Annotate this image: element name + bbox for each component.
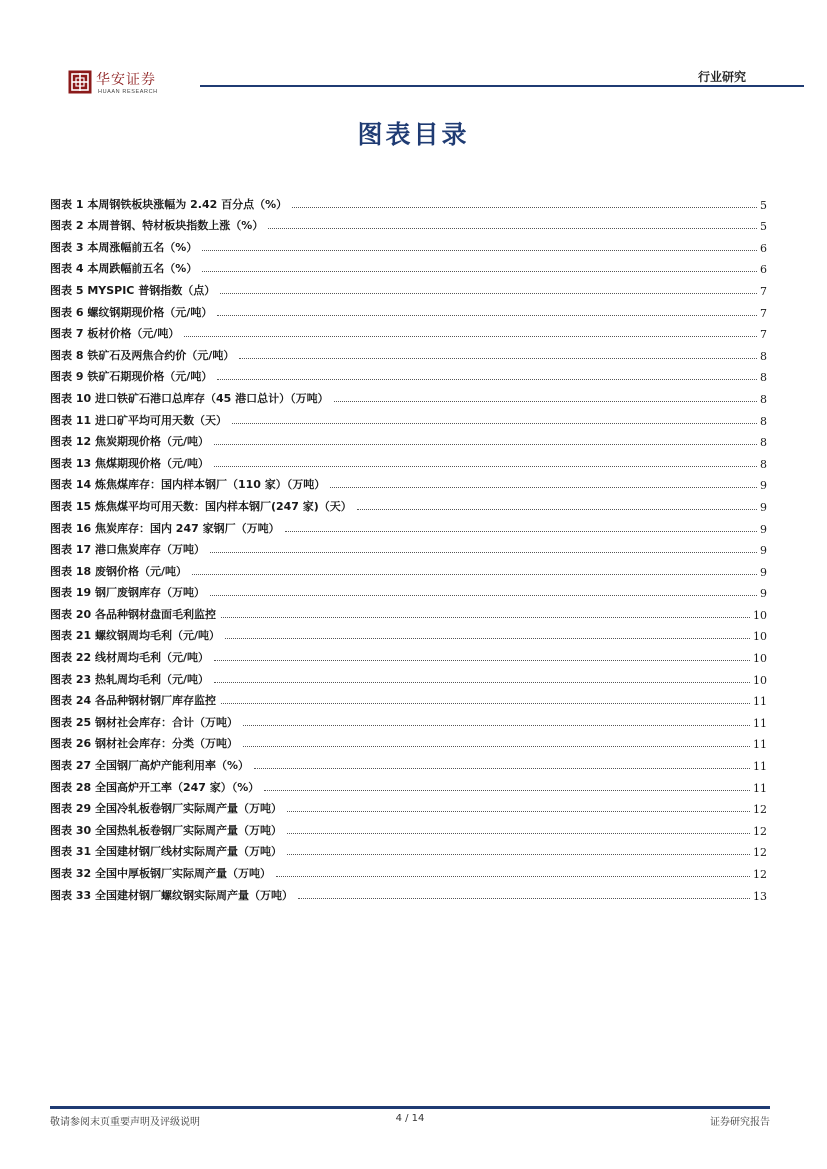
toc-entry[interactable]: [50, 363, 767, 385]
toc-entry[interactable]: [50, 773, 767, 795]
toc-entry[interactable]: [50, 298, 767, 320]
toc-entry[interactable]: [50, 816, 767, 838]
toc-entry-page-number[interactable]: 11: [753, 695, 767, 709]
toc-entry-label[interactable]: 图表 15 炼焦煤平均可用天数：国内样本钢厂(247 家)（天）: [50, 499, 352, 513]
toc-entry-page-number[interactable]: 12: [753, 824, 767, 838]
toc-entry[interactable]: [50, 881, 767, 903]
toc-entry-page-number[interactable]: 5: [760, 198, 767, 212]
toc-dot-leader: [287, 810, 750, 812]
toc-entry-page-number[interactable]: 11: [753, 716, 767, 730]
toc-entry-label[interactable]: 图表 30 全国热轧板卷钢厂实际周产量（万吨）: [50, 823, 282, 837]
footer-divider: [50, 1106, 770, 1109]
toc-entry-page-number[interactable]: 5: [760, 220, 767, 234]
toc-entry-page-number[interactable]: 12: [753, 868, 767, 881]
toc-entry[interactable]: [50, 708, 767, 730]
toc-entry-label[interactable]: 图表 20 各品种钢材盘面毛利监控: [50, 607, 216, 621]
toc-dot-leader: [225, 637, 750, 639]
toc-entry-page-number[interactable]: 11: [753, 781, 767, 795]
toc-entry[interactable]: [50, 622, 767, 644]
toc-entry[interactable]: [50, 449, 767, 471]
toc-entry-page-number[interactable]: 8: [760, 436, 767, 450]
brand-name-cn: 华安证券: [96, 72, 156, 88]
toc-entry-label[interactable]: 图表 4 本周跌幅前五名（%）: [50, 262, 198, 276]
toc-entry[interactable]: [50, 838, 767, 860]
toc-entry-page-number[interactable]: 8: [760, 414, 767, 428]
toc-entry-label[interactable]: 图表 13 焦煤期现价格（元/吨）: [50, 456, 209, 470]
toc-entry-label[interactable]: 图表 32 全国中厚板钢厂实际周产量（万吨）: [50, 867, 271, 880]
report-section-label: 行业研究: [697, 70, 746, 84]
toc-entry[interactable]: [50, 514, 767, 536]
toc-dot-leader: [330, 486, 757, 488]
toc-entry[interactable]: [50, 643, 767, 665]
toc-entry-label[interactable]: 图表 3 本周涨幅前五名（%）: [50, 240, 198, 254]
page-footer: [50, 1113, 770, 1131]
toc-entry[interactable]: [50, 341, 767, 363]
toc-entry-label[interactable]: 图表 6 螺纹钢期现价格（元/吨）: [50, 305, 213, 319]
toc-entry-page-number[interactable]: 9: [760, 544, 767, 558]
figure-table-of-contents: [50, 190, 767, 903]
toc-dot-leader: [214, 465, 757, 467]
toc-entry-page-number[interactable]: 6: [760, 241, 767, 255]
toc-entry[interactable]: [50, 255, 767, 277]
toc-entry-page-number[interactable]: 11: [753, 760, 767, 774]
toc-entry-label[interactable]: 图表 17 港口焦炭库存（万吨）: [50, 543, 205, 557]
page-title: 图表目录: [357, 120, 470, 149]
toc-entry-label[interactable]: 图表 16 焦炭库存：国内 247 家钢厂（万吨）: [50, 521, 280, 535]
toc-dot-leader: [192, 573, 757, 575]
toc-entry[interactable]: [50, 384, 767, 406]
toc-dot-leader: [298, 897, 750, 899]
toc-entry[interactable]: [50, 233, 767, 255]
toc-entry-label[interactable]: 图表 2 本周普钢、特材板块指数上涨（%）: [50, 219, 264, 233]
toc-entry[interactable]: [50, 579, 767, 601]
toc-entry[interactable]: [50, 428, 767, 450]
toc-dot-leader: [268, 227, 757, 229]
toc-entry-page-number[interactable]: 11: [753, 738, 767, 752]
toc-entry-label[interactable]: 图表 9 铁矿石期现价格（元/吨）: [50, 370, 213, 384]
footer-disclaimer-note: 敬请参阅末页重要声明及评级说明: [50, 1117, 200, 1128]
toc-dot-leader: [210, 594, 757, 596]
toc-dot-leader: [214, 443, 757, 445]
toc-entry-label[interactable]: 图表 26 钢材社会库存：分类（万吨）: [50, 737, 238, 751]
toc-dot-leader: [210, 551, 757, 553]
toc-entry-label[interactable]: 图表 18 废钢价格（元/吨）: [50, 564, 187, 578]
toc-entry-page-number[interactable]: 6: [760, 263, 767, 277]
toc-entry-label[interactable]: 图表 1 本周钢铁板块涨幅为 2.42 百分点（%）: [50, 197, 288, 211]
page-header: [50, 62, 754, 102]
toc-entry-page-number[interactable]: 7: [760, 328, 767, 342]
toc-dot-leader: [214, 681, 750, 683]
toc-entry-page-number[interactable]: 12: [753, 803, 767, 817]
toc-entry-page-number[interactable]: 10: [753, 652, 767, 666]
header-divider: [200, 85, 804, 87]
toc-dot-leader: [264, 789, 750, 791]
toc-entry[interactable]: [50, 492, 767, 514]
toc-entry[interactable]: [50, 276, 767, 298]
toc-entry-page-number[interactable]: 8: [760, 349, 767, 363]
toc-dot-leader: [285, 530, 757, 532]
page-number: 4 / 14: [395, 1113, 425, 1124]
toc-entry[interactable]: [50, 859, 767, 881]
toc-dot-leader: [202, 270, 757, 272]
toc-entry-label[interactable]: 图表 11 进口矿平均可用天数（天）: [50, 413, 227, 427]
toc-entry-label[interactable]: 图表 22 线材周均毛利（元/吨）: [50, 651, 209, 665]
toc-entry-label[interactable]: 图表 24 各品种钢材钢厂库存监控: [50, 694, 216, 708]
toc-dot-leader: [357, 508, 757, 510]
toc-entry[interactable]: [50, 600, 767, 622]
footer-report-type: 证券研究报告: [710, 1117, 770, 1128]
toc-dot-leader: [214, 659, 750, 661]
toc-dot-leader: [184, 335, 757, 337]
toc-entry[interactable]: [50, 471, 767, 493]
toc-entry-page-number[interactable]: 8: [760, 371, 767, 385]
toc-entry-page-number[interactable]: 10: [753, 673, 767, 687]
toc-entry[interactable]: [50, 406, 767, 428]
toc-entry-label[interactable]: 图表 14 炼焦煤库存：国内样本钢厂（110 家）（万吨）: [50, 478, 326, 492]
toc-entry-page-number[interactable]: 10: [753, 630, 767, 644]
toc-dot-leader: [287, 832, 750, 834]
toc-entry-label[interactable]: 图表 12 焦炭期现价格（元/吨）: [50, 435, 209, 449]
toc-entry[interactable]: [50, 795, 767, 817]
toc-dot-leader: [220, 292, 757, 294]
toc-entry-label[interactable]: 图表 19 钢厂废钢库存（万吨）: [50, 586, 205, 600]
toc-dot-leader: [221, 702, 750, 704]
huaan-seal-logo-icon: [68, 70, 92, 94]
toc-entry-page-number[interactable]: 12: [753, 846, 767, 860]
toc-entry[interactable]: [50, 190, 767, 212]
toc-entry-label[interactable]: 图表 21 螺纹钢周均毛利（元/吨）: [50, 629, 220, 643]
toc-entry[interactable]: [50, 557, 767, 579]
toc-entry[interactable]: [50, 730, 767, 752]
toc-dot-leader: [202, 249, 757, 251]
toc-entry-label[interactable]: 图表 25 钢材社会库存：合计（万吨）: [50, 715, 238, 729]
toc-dot-leader: [254, 767, 750, 769]
toc-dot-leader: [334, 400, 757, 402]
toc-dot-leader: [239, 357, 757, 359]
toc-dot-leader: [243, 724, 750, 726]
toc-entry-page-number[interactable]: 8: [760, 457, 767, 471]
toc-entry-label[interactable]: 图表 29 全国冷轧板卷钢厂实际周产量（万吨）: [50, 802, 282, 816]
toc-entry-label[interactable]: 图表 10 进口铁矿石港口总库存（45 港口总计）（万吨）: [50, 391, 329, 405]
toc-entry-page-number[interactable]: 9: [760, 522, 767, 536]
toc-entry-page-number[interactable]: 7: [760, 306, 767, 320]
toc-entry-page-number[interactable]: 9: [760, 500, 767, 514]
toc-dot-leader: [276, 875, 750, 877]
toc-dot-leader: [287, 853, 750, 855]
toc-entry-page-number[interactable]: 9: [760, 479, 767, 493]
toc-dot-leader: [217, 378, 757, 380]
toc-entry-page-number[interactable]: 8: [760, 392, 767, 406]
toc-dot-leader: [217, 314, 757, 316]
toc-entry[interactable]: [50, 665, 767, 687]
toc-entry-label[interactable]: 图表 5 MYSPIC 普钢指数（点）: [50, 283, 216, 297]
brand-name-en: HUAAN RESEARCH: [98, 89, 158, 95]
toc-entry[interactable]: [50, 536, 767, 558]
toc-dot-leader: [221, 616, 750, 618]
toc-entry-page-number[interactable]: 9: [760, 565, 767, 579]
toc-entry-label[interactable]: 图表 8 铁矿石及两焦合约价（元/吨）: [50, 348, 235, 362]
toc-entry-page-number[interactable]: 13: [753, 889, 767, 903]
toc-dot-leader: [243, 745, 750, 747]
toc-entry[interactable]: [50, 320, 767, 342]
toc-entry-page-number[interactable]: 10: [753, 608, 767, 622]
toc-entry-label[interactable]: 图表 31 全国建材钢厂线材实际周产量（万吨）: [50, 845, 282, 859]
toc-dot-leader: [232, 422, 757, 424]
toc-entry-label[interactable]: 图表 28 全国高炉开工率（247 家）（%）: [50, 780, 260, 794]
toc-entry[interactable]: [50, 687, 767, 709]
toc-entry-page-number[interactable]: 9: [760, 587, 767, 601]
toc-entry-page-number[interactable]: 7: [760, 284, 767, 298]
toc-entry[interactable]: [50, 212, 767, 234]
toc-entry[interactable]: [50, 751, 767, 773]
toc-entry-label[interactable]: 图表 7 板材价格（元/吨）: [50, 327, 180, 341]
toc-entry-label[interactable]: 图表 27 全国钢厂高炉产能利用率（%）: [50, 759, 249, 773]
toc-entry-label[interactable]: 图表 33 全国建材钢厂螺纹钢实际周产量（万吨）: [50, 888, 293, 902]
toc-entry-label[interactable]: 图表 23 热轧周均毛利（元/吨）: [50, 672, 209, 686]
toc-dot-leader: [292, 206, 757, 208]
